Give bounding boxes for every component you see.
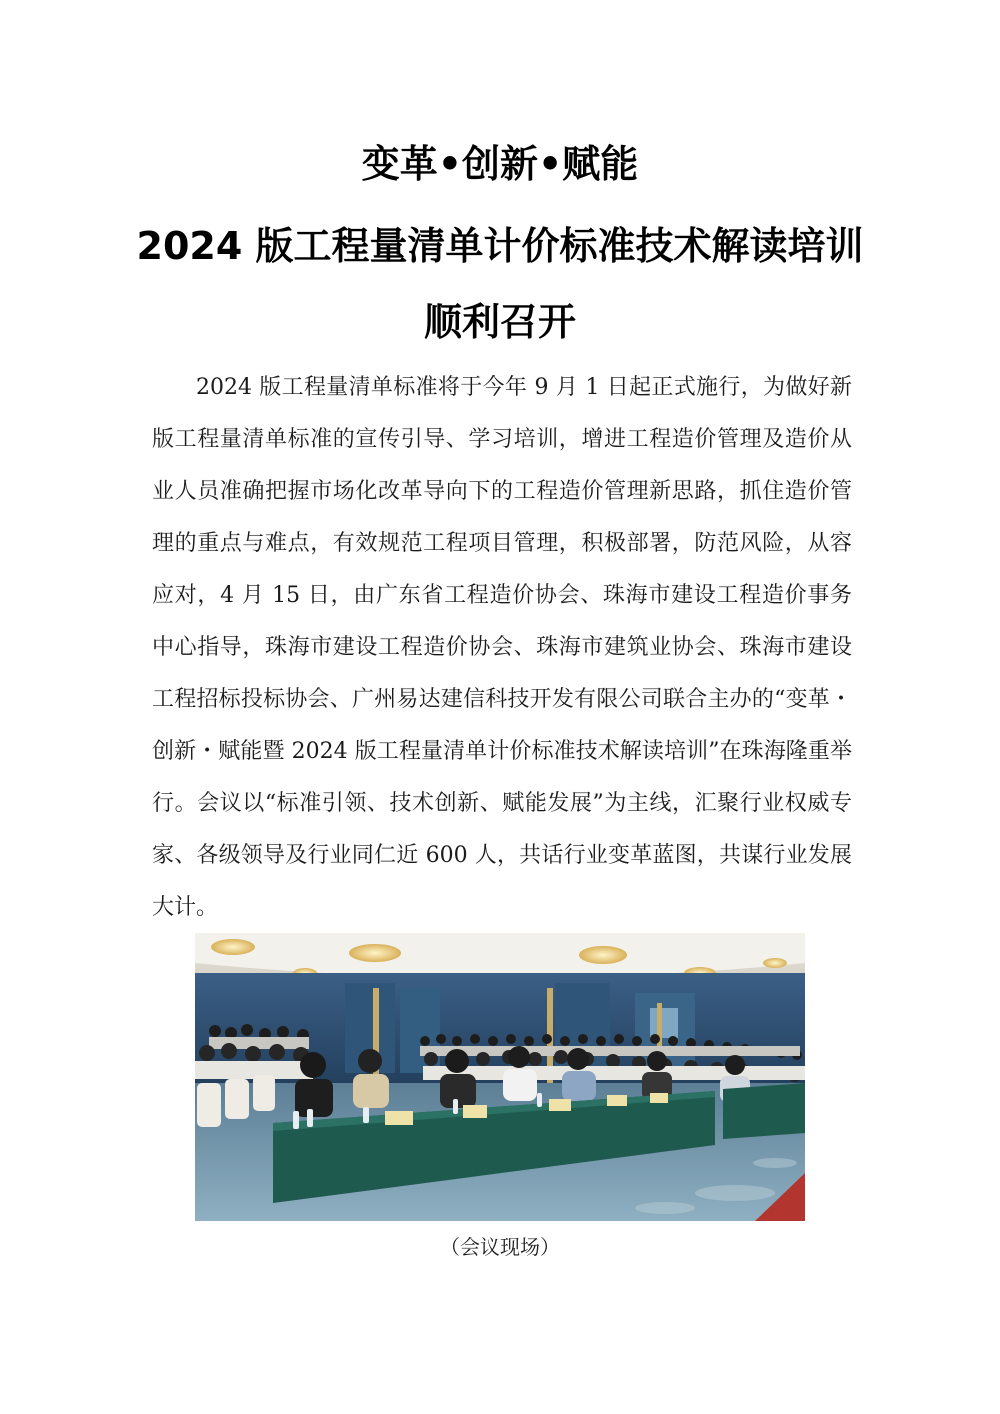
body-text <box>152 362 852 934</box>
title-line-1: 变革•创新•赋能 <box>361 142 639 186</box>
photo-caption: （会议现场） <box>440 1235 560 1259</box>
title-line-3: 顺利召开 <box>423 300 576 344</box>
conference-photo <box>195 933 805 1221</box>
title-line-2: 2024 版工程量清单计价标准技术解读培训 <box>136 224 864 268</box>
body-paragraph: 2024 版工程量清单标准将于今年 9 月 1 日起正式施行，为做好新版工程量清单标准的宣传引导、学习培训，增进工程造价管理及造价从业人员准确把握市场化改革导向下的工程造价管理新思路，抓住造价管理的重点与难点，有效规范工程项目管理，积极部署，防范风险，从容应对，4 月 15 日，由广东省工程造价协会、珠海市建设工程造价事务中心指导，珠海市建设工程造价协会、珠海市建筑业协会、珠海市建设工程招标投标协会、广州易达建信科技开发有限公司联合主办的“变革・创新・赋能暨 2024 版工程量清单计价标准技术解读培训”在珠海隆重举行。会议以“标准引领、技术创新、赋能发展”为主线，汇聚行业权威专家、各级领导及行业同仁近 600 人，共话行业变革蓝图，共谋行业发展大计。 <box>152 375 852 920</box>
